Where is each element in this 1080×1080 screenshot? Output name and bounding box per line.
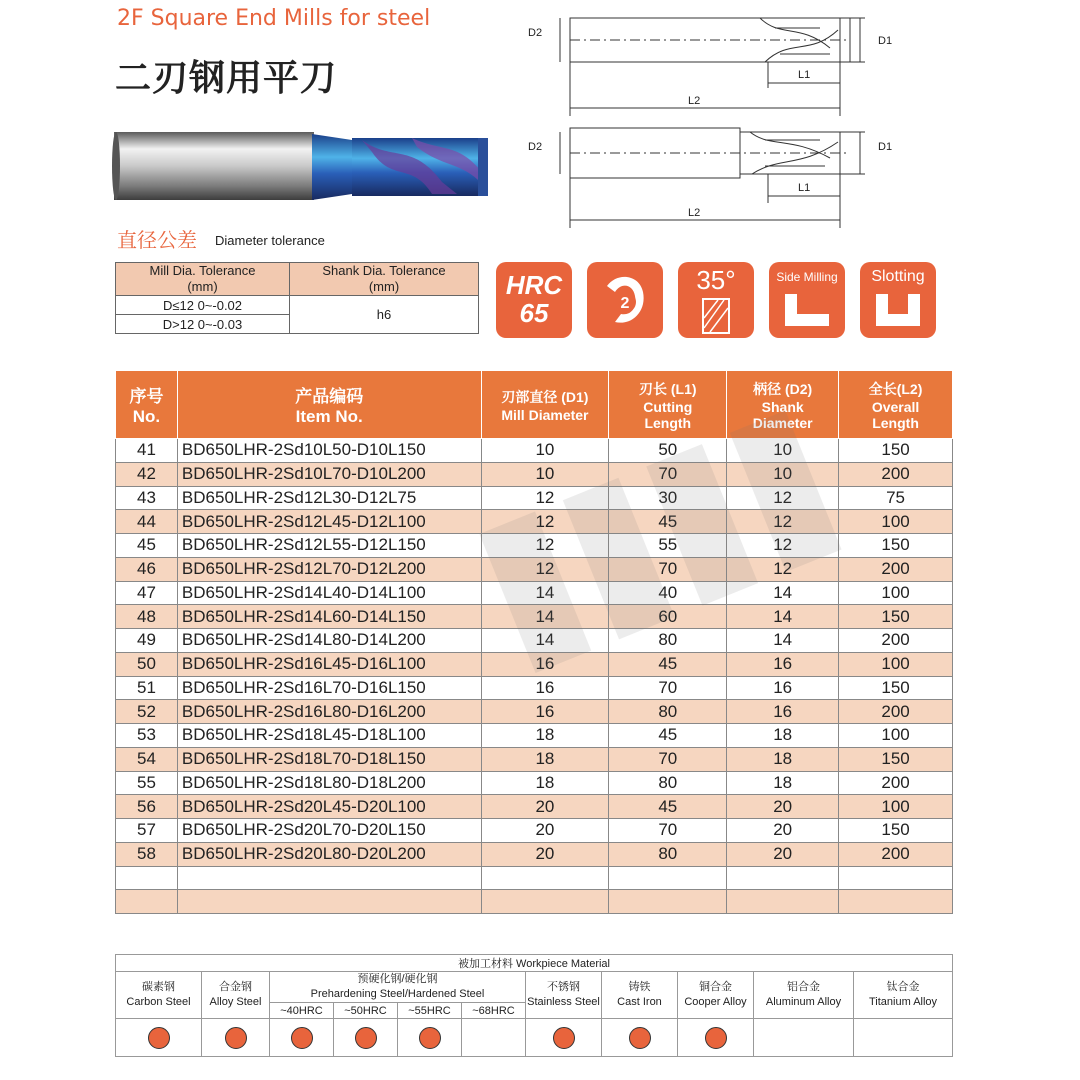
col-item-cn: 产品编码 (295, 387, 364, 406)
col-no-en: No. (132, 407, 161, 426)
col-no (116, 371, 178, 439)
cell-no: 41 (116, 439, 178, 463)
cell-mill-diameter: 20 (481, 819, 609, 843)
cell-no: 42 (116, 462, 178, 486)
alloy-en: Alloy Steel (209, 996, 262, 1008)
col-d2-en1: Shank (761, 398, 804, 415)
table-row (116, 747, 953, 771)
table-row (116, 795, 953, 819)
cell-shank-diameter: 14 (727, 629, 839, 653)
cell-cutting-length: 45 (609, 510, 727, 534)
cell-cutting-length: 80 (609, 700, 727, 724)
mill-tolerance-header (116, 263, 290, 296)
material-carbon-steel (116, 972, 202, 1019)
col-l2-en2: Length (872, 414, 919, 431)
title-en: 2F Square End Mills for steel (117, 6, 431, 31)
hrc-label: HRC (505, 270, 563, 300)
cell-item-no: BD650LHR-2Sd20L80-D20L200 (177, 842, 481, 866)
shank-tolerance-value: h6 (290, 296, 479, 334)
cell-item-no: BD650LHR-2Sd10L70-D10L200 (177, 462, 481, 486)
table-row (116, 534, 953, 558)
slotting-badge (860, 262, 936, 338)
cell-shank-diameter: 20 (727, 842, 839, 866)
label-l2-top: L2 (688, 95, 701, 107)
cell-overall-length: 200 (839, 771, 953, 795)
cell-item-no: BD650LHR-2Sd20L45-D20L100 (177, 795, 481, 819)
mill-tolerance-row: D≤12 0~-0.02 (116, 296, 290, 315)
table-row (116, 581, 953, 605)
mill-header-line2: (mm) (187, 279, 218, 294)
cell-shank-diameter: 18 (727, 771, 839, 795)
tolerance-title-en: Diameter tolerance (215, 233, 325, 248)
cell-shank-diameter: 18 (727, 724, 839, 748)
cell-cutting-length: 70 (609, 462, 727, 486)
helix-icon (702, 298, 730, 334)
col-mill-diameter (481, 371, 609, 439)
carbon-en: Carbon Steel (126, 996, 191, 1008)
cell-shank-diameter: 10 (727, 462, 839, 486)
cell-cutting-length: 70 (609, 557, 727, 581)
suitable-dot-icon (419, 1027, 441, 1049)
cell-shank-diameter: 16 (727, 700, 839, 724)
cell-shank-diameter: 12 (727, 486, 839, 510)
cell-cutting-length: 45 (609, 652, 727, 676)
cell-shank-diameter: 12 (727, 557, 839, 581)
col-d2-cn: 柄径 (D2) (753, 380, 813, 397)
cell-mill-diameter: 10 (481, 439, 609, 463)
cell-overall-length: 150 (839, 819, 953, 843)
cell-shank-diameter: 10 (727, 439, 839, 463)
cell-item-no: BD650LHR-2Sd12L45-D12L100 (177, 510, 481, 534)
col-l2-cn: 全长(L2) (868, 380, 923, 397)
col-d2-en2: Diameter (752, 414, 813, 431)
table-row (116, 652, 953, 676)
suitability-cell (754, 1019, 854, 1057)
flute-icon (587, 262, 663, 338)
cell-overall-length: 150 (839, 534, 953, 558)
cell-item-no: BD650LHR-2Sd10L50-D10L150 (177, 439, 481, 463)
cell-item-no: BD650LHR-2Sd14L80-D14L200 (177, 629, 481, 653)
cell-mill-diameter: 12 (481, 510, 609, 534)
cell-shank-diameter: 20 (727, 795, 839, 819)
cell-mill-diameter (481, 866, 609, 890)
cell-overall-length: 100 (839, 581, 953, 605)
cell-mill-diameter: 14 (481, 629, 609, 653)
cell-no: 52 (116, 700, 178, 724)
side-milling-badge (769, 262, 845, 338)
suitability-cell (602, 1019, 678, 1057)
hrc-40: ~40HRC (270, 1003, 334, 1019)
cell-shank-diameter (727, 866, 839, 890)
iron-cn: 铸铁 (628, 981, 651, 993)
table-row (116, 486, 953, 510)
table-row (116, 890, 953, 914)
suitable-dot-icon (553, 1027, 575, 1049)
material-cast-iron (602, 972, 678, 1019)
label-l1-top: L1 (798, 69, 811, 81)
suitability-row (116, 1019, 953, 1057)
material-titanium-alloy (854, 972, 953, 1019)
hard-en: Prehardening Steel/Hardened Steel (310, 988, 485, 1000)
cell-no: 47 (116, 581, 178, 605)
cell-no: 58 (116, 842, 178, 866)
cell-cutting-length (609, 866, 727, 890)
suitable-dot-icon (355, 1027, 377, 1049)
side-milling-icon (783, 292, 831, 328)
cell-mill-diameter: 16 (481, 676, 609, 700)
suitability-cell (678, 1019, 754, 1057)
table-row (116, 724, 953, 748)
suitable-dot-icon (225, 1027, 247, 1049)
mill-tolerance-row: D>12 0~-0.03 (116, 315, 290, 334)
dimension-drawing (520, 8, 920, 228)
cell-no: 50 (116, 652, 178, 676)
cell-shank-diameter: 18 (727, 747, 839, 771)
cell-mill-diameter: 18 (481, 724, 609, 748)
cell-item-no: BD650LHR-2Sd16L45-D16L100 (177, 652, 481, 676)
cell-item-no: BD650LHR-2Sd16L70-D16L150 (177, 676, 481, 700)
cell-cutting-length: 70 (609, 747, 727, 771)
suitability-cell (398, 1019, 462, 1057)
cell-item-no: BD650LHR-2Sd20L70-D20L150 (177, 819, 481, 843)
table-row (116, 771, 953, 795)
cell-cutting-length: 80 (609, 629, 727, 653)
ti-en: Titanium Alloy (868, 996, 938, 1008)
alloy-cn: 合金钢 (219, 981, 252, 993)
cell-item-no: BD650LHR-2Sd18L70-D18L150 (177, 747, 481, 771)
label-l2-bottom: L2 (688, 207, 701, 219)
suitability-cell (462, 1019, 526, 1057)
slotting-icon (874, 292, 922, 328)
cell-mill-diameter: 20 (481, 795, 609, 819)
copper-cn: 铜合金 (699, 981, 732, 993)
product-table (115, 370, 953, 914)
table-row (116, 439, 953, 463)
cell-no: 55 (116, 771, 178, 795)
cell-overall-length (839, 890, 953, 914)
col-item-en: Item No. (295, 407, 363, 426)
suitable-dot-icon (629, 1027, 651, 1049)
col-l1-cn: 刃长 (L1) (639, 380, 697, 397)
cell-cutting-length: 45 (609, 795, 727, 819)
cell-overall-length: 150 (839, 605, 953, 629)
label-d1-top: D1 (878, 35, 893, 47)
table-row (116, 557, 953, 581)
col-overall-length (839, 371, 953, 439)
helix-angle: 35° (696, 265, 736, 295)
cell-shank-diameter: 16 (727, 676, 839, 700)
col-l1-en2: Length (644, 414, 692, 431)
cell-mill-diameter: 12 (481, 557, 609, 581)
cell-item-no: BD650LHR-2Sd14L60-D14L150 (177, 605, 481, 629)
label-d2-bottom: D2 (528, 141, 543, 153)
cell-cutting-length: 70 (609, 676, 727, 700)
suitability-cell (854, 1019, 953, 1057)
shank-header-line2: (mm) (368, 279, 400, 294)
material-aluminum-alloy (754, 972, 854, 1019)
tolerance-table (115, 262, 479, 334)
label-d1-bottom: D1 (878, 141, 893, 153)
cell-cutting-length: 80 (609, 842, 727, 866)
suitable-dot-icon (291, 1027, 313, 1049)
table-row (116, 866, 953, 890)
shank-header-line1: Shank Dia. Tolerance (322, 263, 446, 278)
material-title: 被加工材料 Workpiece Material (116, 955, 953, 972)
col-d1-en: Mill Diameter (501, 406, 589, 423)
hard-cn: 预硬化钢/硬化钢 (357, 973, 438, 985)
cell-no: 48 (116, 605, 178, 629)
alu-en: Aluminum Alloy (765, 996, 842, 1008)
col-cutting-length (609, 371, 727, 439)
iron-en: Cast Iron (617, 996, 662, 1008)
cell-shank-diameter: 14 (727, 605, 839, 629)
table-row (116, 510, 953, 534)
cell-mill-diameter: 12 (481, 534, 609, 558)
cell-item-no: BD650LHR-2Sd14L40-D14L100 (177, 581, 481, 605)
cell-mill-diameter: 16 (481, 652, 609, 676)
cell-overall-length: 100 (839, 795, 953, 819)
table-row (116, 676, 953, 700)
cell-shank-diameter: 12 (727, 510, 839, 534)
cell-mill-diameter: 18 (481, 771, 609, 795)
cell-cutting-length: 45 (609, 724, 727, 748)
stainless-en: Stainless Steel (527, 996, 600, 1008)
hrc-55: ~55HRC (398, 1003, 462, 1019)
hrc-50: ~50HRC (334, 1003, 398, 1019)
cell-item-no (177, 890, 481, 914)
table-row (116, 700, 953, 724)
cell-item-no (177, 866, 481, 890)
cell-item-no: BD650LHR-2Sd18L80-D18L200 (177, 771, 481, 795)
cell-no: 57 (116, 819, 178, 843)
hrc-badge (496, 262, 572, 338)
cell-mill-diameter: 14 (481, 581, 609, 605)
table-row (116, 629, 953, 653)
mill-header-line1: Mill Dia. Tolerance (149, 263, 256, 278)
shank-tolerance-header (290, 263, 479, 296)
suitability-cell (334, 1019, 398, 1057)
slotting-label: Slotting (871, 268, 925, 285)
cell-shank-diameter: 20 (727, 819, 839, 843)
copper-en: Cooper Alloy (684, 996, 747, 1008)
cell-mill-diameter: 18 (481, 747, 609, 771)
workpiece-material-table (115, 954, 953, 1057)
cell-overall-length: 150 (839, 439, 953, 463)
cell-mill-diameter: 20 (481, 842, 609, 866)
cell-item-no: BD650LHR-2Sd12L70-D12L200 (177, 557, 481, 581)
cell-item-no: BD650LHR-2Sd12L55-D12L150 (177, 534, 481, 558)
tolerance-title-cn: 直径公差 (117, 228, 197, 252)
stainless-cn: 不锈钢 (547, 981, 580, 993)
cell-overall-length (839, 866, 953, 890)
label-l1-bottom: L1 (798, 182, 811, 194)
suitability-cell (116, 1019, 202, 1057)
flute-count-badge (587, 262, 663, 338)
cell-item-no: BD650LHR-2Sd12L30-D12L75 (177, 486, 481, 510)
cell-no (116, 890, 178, 914)
table-row (116, 842, 953, 866)
title-cn: 二刃钢用平刀 (115, 58, 338, 99)
cell-overall-length: 75 (839, 486, 953, 510)
suitable-dot-icon (705, 1027, 727, 1049)
cell-cutting-length: 30 (609, 486, 727, 510)
cell-no: 44 (116, 510, 178, 534)
col-no-cn: 序号 (129, 387, 164, 406)
cell-no: 54 (116, 747, 178, 771)
cell-mill-diameter: 14 (481, 605, 609, 629)
suitability-cell (526, 1019, 602, 1057)
cell-no: 43 (116, 486, 178, 510)
cell-cutting-length: 40 (609, 581, 727, 605)
material-hardened-steel (270, 972, 526, 1003)
suitable-dot-icon (148, 1027, 170, 1049)
cell-mill-diameter: 16 (481, 700, 609, 724)
cell-item-no: BD650LHR-2Sd16L80-D16L200 (177, 700, 481, 724)
cell-overall-length: 100 (839, 652, 953, 676)
cell-cutting-length: 60 (609, 605, 727, 629)
label-d2-top: D2 (528, 27, 543, 39)
cell-overall-length: 100 (839, 724, 953, 748)
cell-overall-length: 200 (839, 842, 953, 866)
hrc-value: 65 (519, 298, 549, 328)
cell-overall-length: 200 (839, 462, 953, 486)
col-item (177, 371, 481, 439)
helix-angle-badge (678, 262, 754, 338)
cell-cutting-length: 80 (609, 771, 727, 795)
cell-shank-diameter (727, 890, 839, 914)
cell-no: 51 (116, 676, 178, 700)
cell-mill-diameter (481, 890, 609, 914)
carbon-cn: 碳素钢 (142, 981, 175, 993)
cell-no: 53 (116, 724, 178, 748)
cell-overall-length: 200 (839, 557, 953, 581)
alu-cn: 铝合金 (787, 981, 820, 993)
table-header-row (116, 371, 953, 439)
cell-no (116, 866, 178, 890)
cell-item-no: BD650LHR-2Sd18L45-D18L100 (177, 724, 481, 748)
col-l1-en1: Cutting (643, 398, 693, 415)
material-stainless-steel (526, 972, 602, 1019)
cell-cutting-length: 55 (609, 534, 727, 558)
cell-mill-diameter: 12 (481, 486, 609, 510)
cell-cutting-length: 70 (609, 819, 727, 843)
suitability-cell (202, 1019, 270, 1057)
feature-badges (496, 262, 940, 338)
material-alloy-steel (202, 972, 270, 1019)
col-l2-en1: Overall (871, 398, 920, 415)
cell-no: 56 (116, 795, 178, 819)
cell-overall-length: 100 (839, 510, 953, 534)
ti-cn: 钛合金 (886, 981, 920, 993)
cell-no: 45 (116, 534, 178, 558)
flute-count: 2 (620, 295, 630, 312)
side-milling-label: Side Milling (776, 270, 838, 284)
cell-shank-diameter: 14 (727, 581, 839, 605)
cell-overall-length: 150 (839, 747, 953, 771)
suitability-cell (270, 1019, 334, 1057)
end-mill-photo (112, 122, 494, 212)
cell-no: 46 (116, 557, 178, 581)
material-copper-alloy (678, 972, 754, 1019)
cell-cutting-length (609, 890, 727, 914)
cell-mill-diameter: 10 (481, 462, 609, 486)
cell-no: 49 (116, 629, 178, 653)
cell-cutting-length: 50 (609, 439, 727, 463)
cell-overall-length: 200 (839, 700, 953, 724)
col-shank-diameter (727, 371, 839, 439)
cell-shank-diameter: 16 (727, 652, 839, 676)
col-d1-cn: 刃部直径 (D1) (501, 388, 589, 405)
cell-overall-length: 150 (839, 676, 953, 700)
table-row (116, 819, 953, 843)
cell-shank-diameter: 12 (727, 534, 839, 558)
table-row (116, 605, 953, 629)
cell-overall-length: 200 (839, 629, 953, 653)
hrc-68: ~68HRC (462, 1003, 526, 1019)
table-row (116, 462, 953, 486)
